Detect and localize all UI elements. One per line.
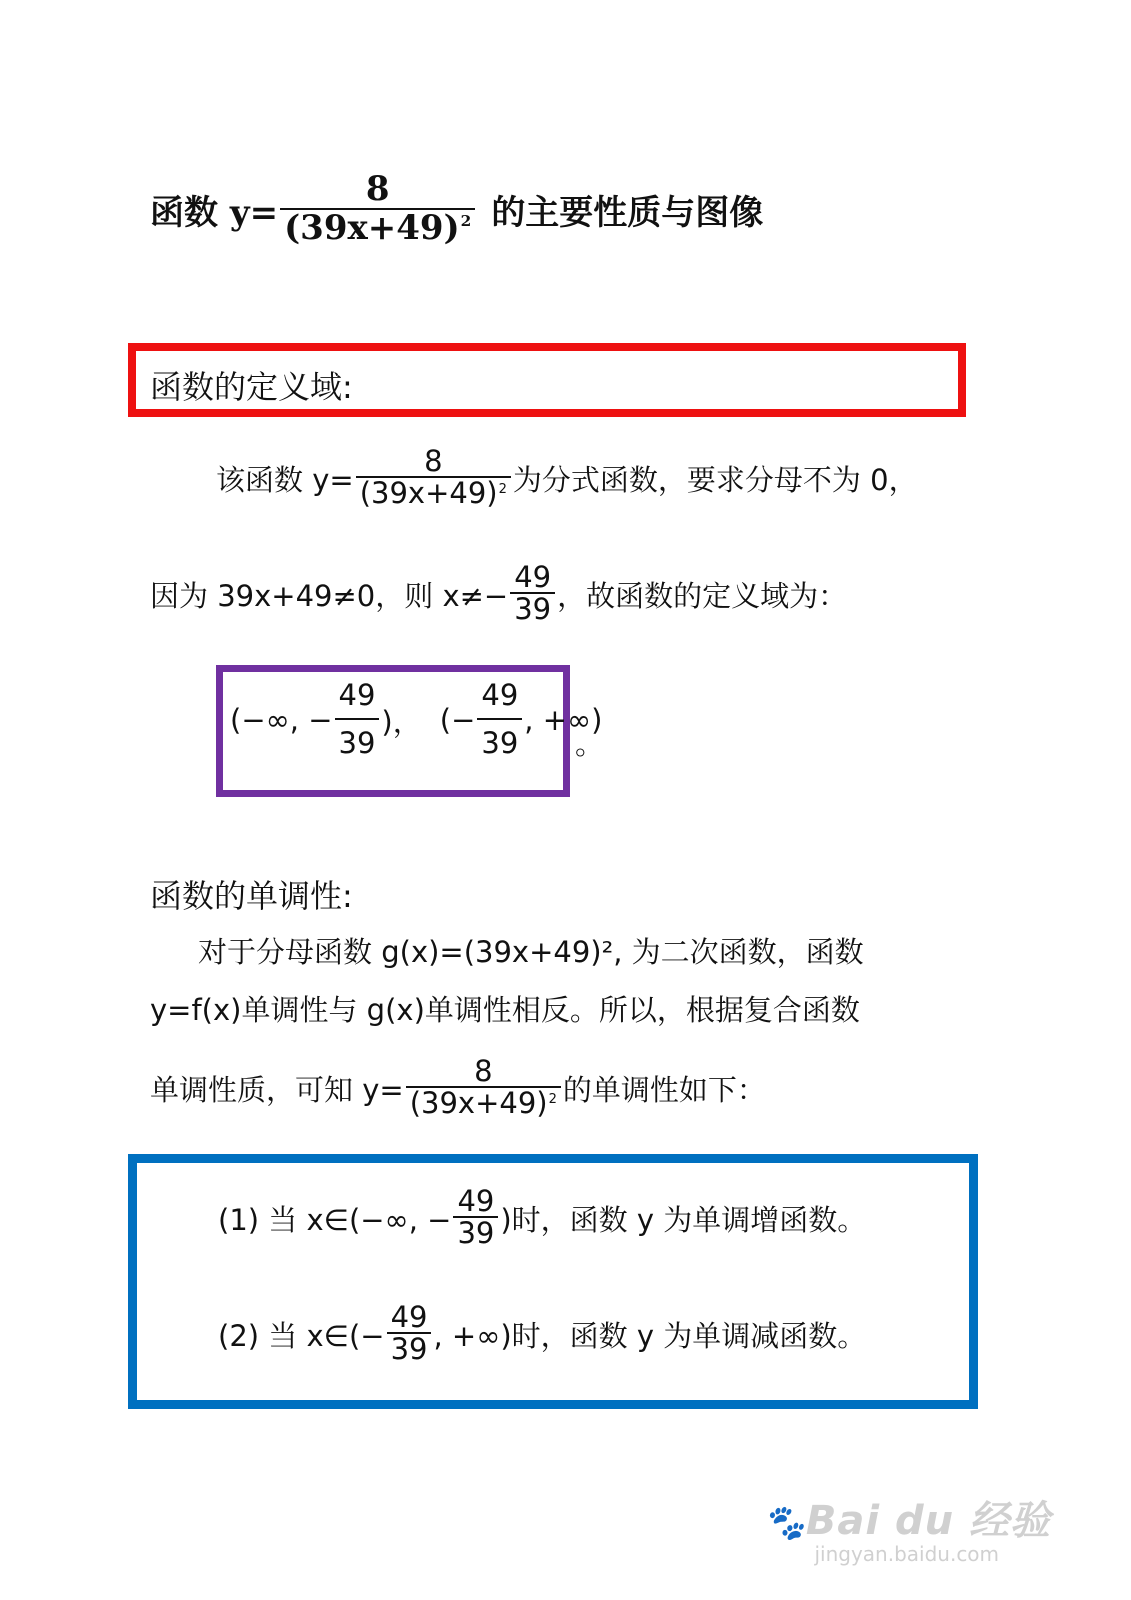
domain-line2-fraction: $\frac{49}{39}$ xyxy=(510,562,555,626)
domain-line1-fraction: $\frac{8}{(39x+49)^2}$ xyxy=(356,446,511,510)
monotonic-para-line-1: 对于分母函数 g(x)=(39x+49)², 为二次函数，函数 xyxy=(198,935,864,969)
monotonic-item1-fraction: $\frac{49}{39}$ xyxy=(453,1186,498,1250)
monotonic-line-3: 单调性质，可知 y= $\frac{8}{(39x+49)^2}$ 的单调性如下： xyxy=(150,1054,766,1121)
domain-answer: (−∞, − $\frac{49}{39}$ )， (− $\frac{49}{39}$ , +∞) xyxy=(230,678,603,761)
baidu-jingyan-watermark: 🐾Bai du 经验 jingyan.baidu.com xyxy=(762,1498,1051,1566)
domain-answer-fraction-1: $\frac{49}{39}$ xyxy=(335,680,380,760)
paw-icon: 🐾 xyxy=(762,1503,806,1543)
domain-line-1: 该函数 y= $\frac{8}{(39x+49)^2}$ 为分式函数，要求分母不为 0， xyxy=(216,444,918,511)
domain-heading: 函数的定义域: xyxy=(150,368,353,406)
domain-answer-period: 。 xyxy=(575,727,605,761)
monotonic-item2-fraction: $\frac{49}{39}$ xyxy=(387,1302,432,1366)
monotonic-line3-fraction: $\frac{8}{(39x+49)^2}$ xyxy=(406,1056,561,1120)
monotonic-item-1: (1) 当 x∈(−∞, − $\frac{49}{39}$ )时，函数 y 为单调增函数。 xyxy=(218,1184,867,1251)
monotonic-heading: 函数的单调性: xyxy=(150,877,353,915)
monotonic-item-2: (2) 当 x∈(− $\frac{49}{39}$ , +∞)时，函数 y 为单调减函数。 xyxy=(218,1300,867,1367)
page-title: 函数 y= $\frac{8}{(39x+49)^2}$ 的主要性质与图像 xyxy=(150,169,764,248)
domain-answer-fraction-2: $\frac{49}{39}$ xyxy=(477,680,522,760)
domain-line-2: 因为 39x+49≠0，则 x≠− $\frac{49}{39}$ ，故函数的定义域为： xyxy=(150,560,848,627)
monotonic-para-line-2: y=f(x)单调性与 g(x)单调性相反。所以，根据复合函数 xyxy=(150,993,860,1027)
title-fraction: $\frac{8}{(39x+49)^2}$ xyxy=(280,172,475,247)
